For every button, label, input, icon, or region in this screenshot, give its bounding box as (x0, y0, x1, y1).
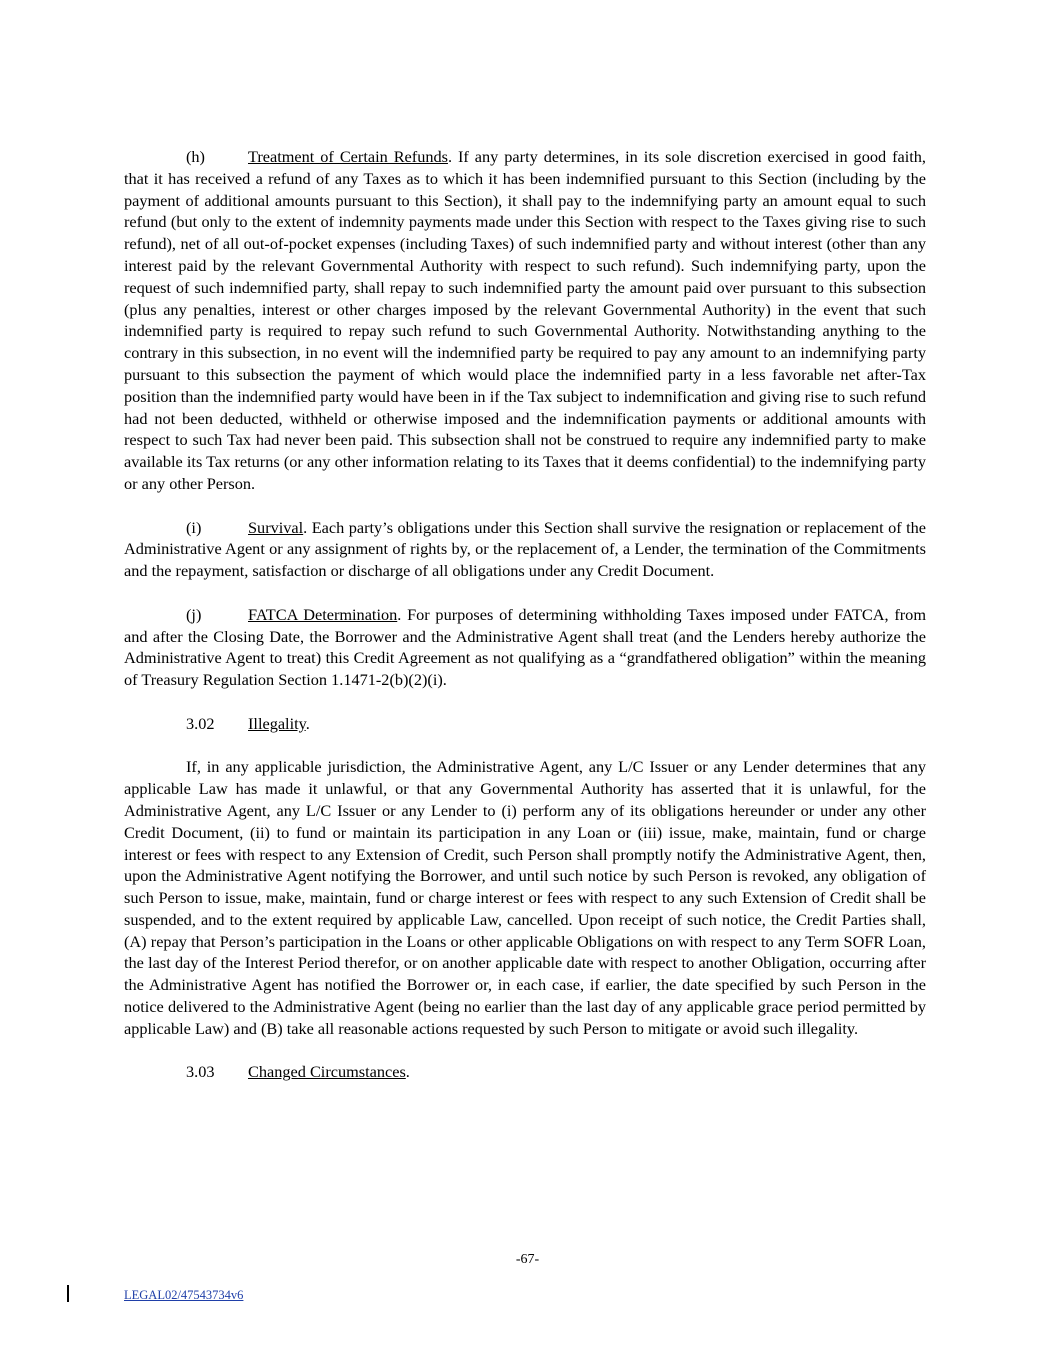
section-3-03-punct: . (405, 1062, 410, 1082)
document-id-link[interactable]: LEGAL02/47543734v6 (124, 1288, 244, 1302)
section-i-label: (i) (186, 517, 202, 537)
section-3-02-number: 3.02 (186, 713, 215, 733)
section-3-03-title: Changed Circumstances (248, 1062, 406, 1082)
section-3-03-number: 3.03 (186, 1062, 215, 1082)
section-h-body: . If any party determines, in its sole discretion exercised in good faith, that it has received a refund of any Taxes as to which it has been indemnified pursuant to this Section (including by the payment of additional amounts pursuant to this Section), it shall pay to the indemnifying party an amount equal to such refund (but only to the extent of indemnity payments made under this Section with respect to the Taxes giving rise to such refund), net of all out-of-pocket expenses (including Taxes) of such indemnified party and without interest (other than any interest paid by the relevant Governmental Authority with respect to such refund). Such indemnifying party, upon the request of such indemnified party, shall repay to such indemnified party the amount paid over pursuant to this subsection (plus any penalties, interest or other charges imposed by the relevant Governmental Authority) in the event that such indemnified party is required to repay such refund to such Governmental Authority. Notwithstanding anything to the contrary in this subsection, in no event will the indemnified party be required to pay any amount to an indemnifying party pursuant to this subsection the payment of which would place the indemnified party in a less favorable net after-Tax position than the indemnified party would have been in if the Tax subject to indemnification and giving rise to such refund had not been deducted, withheld or otherwise imposed and the indemnification payments or additional amounts with respect to such Tax had never been paid. This subsection shall not be construed to require any indemnified party to make available its Tax returns (or any other information relating to its Taxes that it deems confidential) to the indemnifying party or any other Person. (124, 147, 926, 493)
section-h (124, 146, 926, 495)
section-3-02-punct: . (305, 713, 310, 733)
section-h-label: (h) (186, 147, 205, 166)
section-h-title: Treatment of Certain Refunds (248, 147, 448, 166)
section-3-03-heading (124, 1061, 926, 1083)
revision-bar (67, 1285, 69, 1302)
section-i-body: . Each party’s obligations under this Section shall survive the resignation or replacement of the Administrative Agent or any assignment of rights by, or the replacement of, a Lender, the termination of the Commitments and the repayment, satisfaction or discharge of all obligations under any Credit Document. (124, 517, 926, 581)
section-3-02-title: Illegality (248, 713, 306, 733)
section-i (124, 517, 926, 582)
section-j (124, 604, 926, 691)
section-j-title: FATCA Determination (248, 604, 398, 624)
section-i-title: Survival (248, 517, 304, 537)
section-j-label: (j) (186, 604, 202, 624)
section-j-body: . For purposes of determining withholding Taxes imposed under FATCA, from and after the Closing Date, the Borrower and the Administrative Agent shall treat (and the Lenders hereby authorize the Administrative Agent to treat) this Credit Agreement as not qualifying as a “grandfathered obligation” within the meaning of Treasury Regulation Section 1.1471-2(b)(2)(i). (124, 604, 926, 690)
section-3-02-heading (124, 713, 926, 735)
section-3-02-body (124, 756, 926, 1039)
document-page (124, 146, 926, 1105)
page-number: -67- (515, 1252, 540, 1267)
section-3-02-text: If, in any applicable jurisdiction, the Administrative Agent, any L/C Issuer or any Lender determines that any applicable Law has made it unlawful, or that any Governmental Authority has asserted that it is unlawful, for the Administrative Agent, any L/C Issuer or any Lender to (i) perform any of its obligations hereunder or under any other Credit Document, (ii) to fund or maintain its participation in any Loan or (iii) issue, make, maintain, fund or charge interest or fees with respect to any Extension of Credit, such Person shall promptly notify the Administrative Agent, then, upon the Administrative Agent notifying the Borrower, and until such notice by such Person is revoked, any obligation of such Person to issue, make, maintain, fund or charge interest or fees with respect to any such Extension of Credit shall be suspended, and to the extent required by applicable Law, cancelled. Upon receipt of such notice, the Credit Parties shall, (A) repay that Person’s participation in the Loans or other applicable Obligations on with respect to any Term SOFR Loan, the last day of the Interest Period therefor, or on another applicable date with respect to another Obligation, occurring after the Administrative Agent has notified the Borrower or, in each case, if earlier, the date specified by such Person in the notice delivered to the Administrative Agent (being no earlier than the last day of any applicable grace period permitted by applicable Law) and (B) take all reasonable actions requested by such Person to mitigate or avoid such illegality. (124, 757, 926, 1038)
